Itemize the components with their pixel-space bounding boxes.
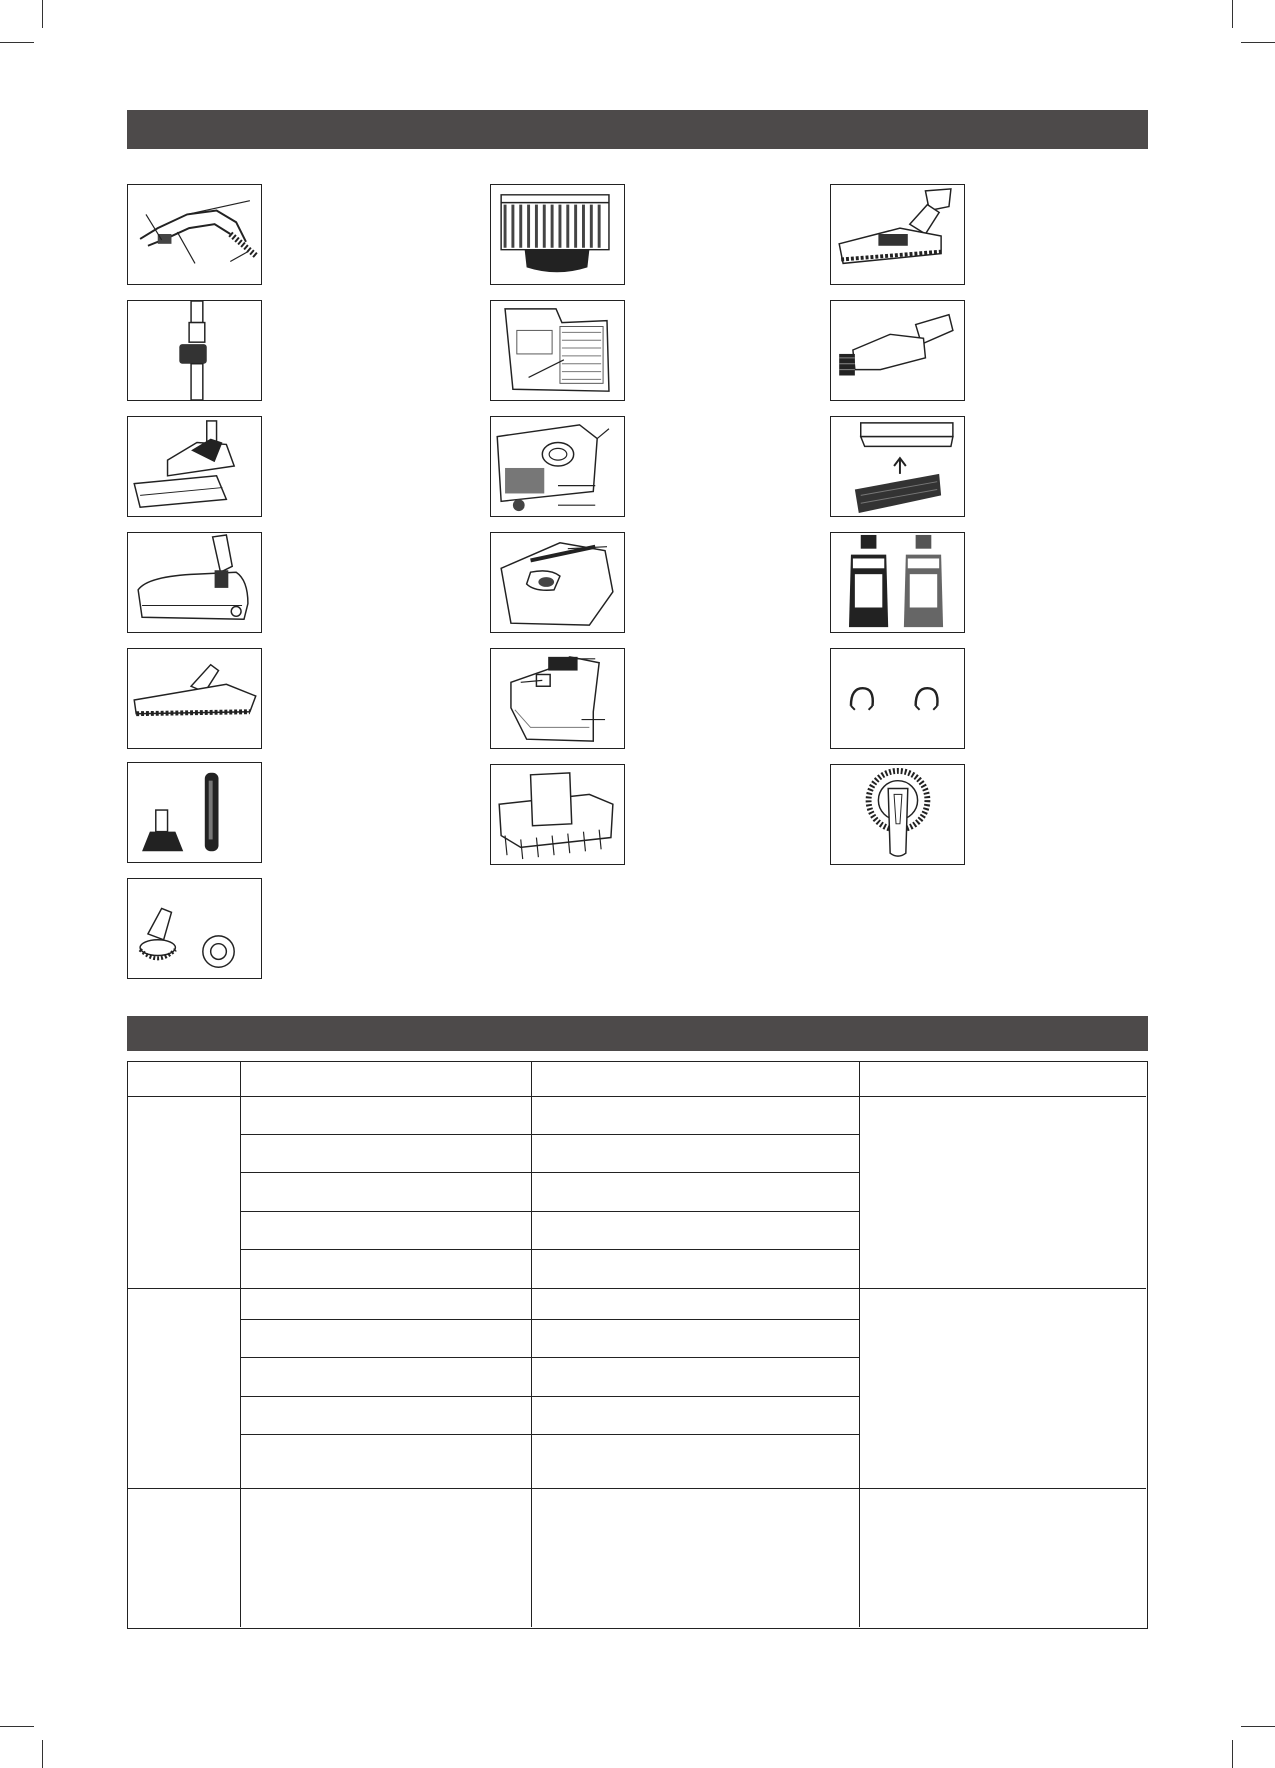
hard-floor-nozzle-icon — [128, 533, 261, 632]
table-row-divider — [240, 1319, 859, 1320]
hepa-filter-icon — [491, 185, 624, 284]
clean-water-tank-icon — [491, 649, 624, 748]
crop-mark — [42, 1740, 43, 1768]
table-section-bar — [127, 1016, 1148, 1051]
dusting-brush-icon — [128, 879, 261, 978]
accessory-tile-a7 — [127, 878, 262, 979]
aqua-box-base-icon — [491, 417, 624, 516]
table-row-divider — [240, 1434, 859, 1435]
accessory-tile-a6 — [127, 762, 262, 863]
parquet-brush-icon — [128, 649, 261, 748]
round-brush-icon — [831, 765, 964, 864]
accessory-tile-c3 — [830, 416, 965, 517]
accessory-tile-a2 — [127, 300, 262, 401]
upholstery-and-crevice-nozzle-icon — [128, 763, 261, 862]
crop-mark — [1232, 0, 1233, 28]
spec-table — [127, 1061, 1148, 1629]
crop-mark — [42, 0, 43, 28]
accessories-section-bar — [127, 110, 1148, 149]
hose-clips-icon — [831, 649, 964, 748]
accessory-tile-b3 — [490, 416, 625, 517]
nozzle-insert-icon — [831, 417, 964, 516]
crop-mark — [1241, 42, 1275, 43]
accessory-tile-c2 — [830, 300, 965, 401]
accessory-tile-a4 — [127, 532, 262, 633]
washing-nozzle-icon — [831, 185, 964, 284]
table-group-divider — [128, 1488, 1146, 1489]
table-group-divider — [128, 1288, 1146, 1289]
table-header-divider — [128, 1096, 1146, 1097]
table-row-divider — [240, 1172, 859, 1173]
table-row-divider — [240, 1396, 859, 1397]
table-row-divider — [240, 1211, 859, 1212]
accessory-tile-c6 — [830, 764, 965, 865]
upholstery-washing-nozzle-icon — [831, 301, 964, 400]
table-row-divider — [240, 1134, 859, 1135]
crop-mark — [0, 42, 34, 43]
telescopic-tube-icon — [128, 301, 261, 400]
accessory-tile-b5 — [490, 648, 625, 749]
hose-handle-icon — [128, 185, 261, 284]
crop-mark — [1241, 1726, 1275, 1727]
table-row-divider — [240, 1249, 859, 1250]
foam-filter-icon — [491, 301, 624, 400]
accessory-tile-a3 — [127, 416, 262, 517]
accessory-tile-c4 — [830, 532, 965, 633]
accessory-tile-b1 — [490, 184, 625, 285]
table-column-divider — [240, 1062, 241, 1627]
accessory-tile-c1 — [830, 184, 965, 285]
table-column-divider — [531, 1062, 532, 1627]
accessory-tile-b4 — [490, 532, 625, 633]
aqua-box-lid-icon — [491, 533, 624, 632]
floor-nozzle-icon — [128, 417, 261, 516]
accessory-tile-a5 — [127, 648, 262, 749]
table-row-divider — [240, 1357, 859, 1358]
accessory-tile-a1 — [127, 184, 262, 285]
water-filter-insert-icon — [491, 765, 624, 864]
table-column-divider — [859, 1062, 860, 1627]
accessory-tile-c5 — [830, 648, 965, 749]
accessory-tile-b6 — [490, 764, 625, 865]
cleaning-concentrate-bottles-icon — [831, 533, 964, 632]
accessory-tile-b2 — [490, 300, 625, 401]
crop-mark — [1232, 1740, 1233, 1768]
crop-mark — [0, 1726, 34, 1727]
